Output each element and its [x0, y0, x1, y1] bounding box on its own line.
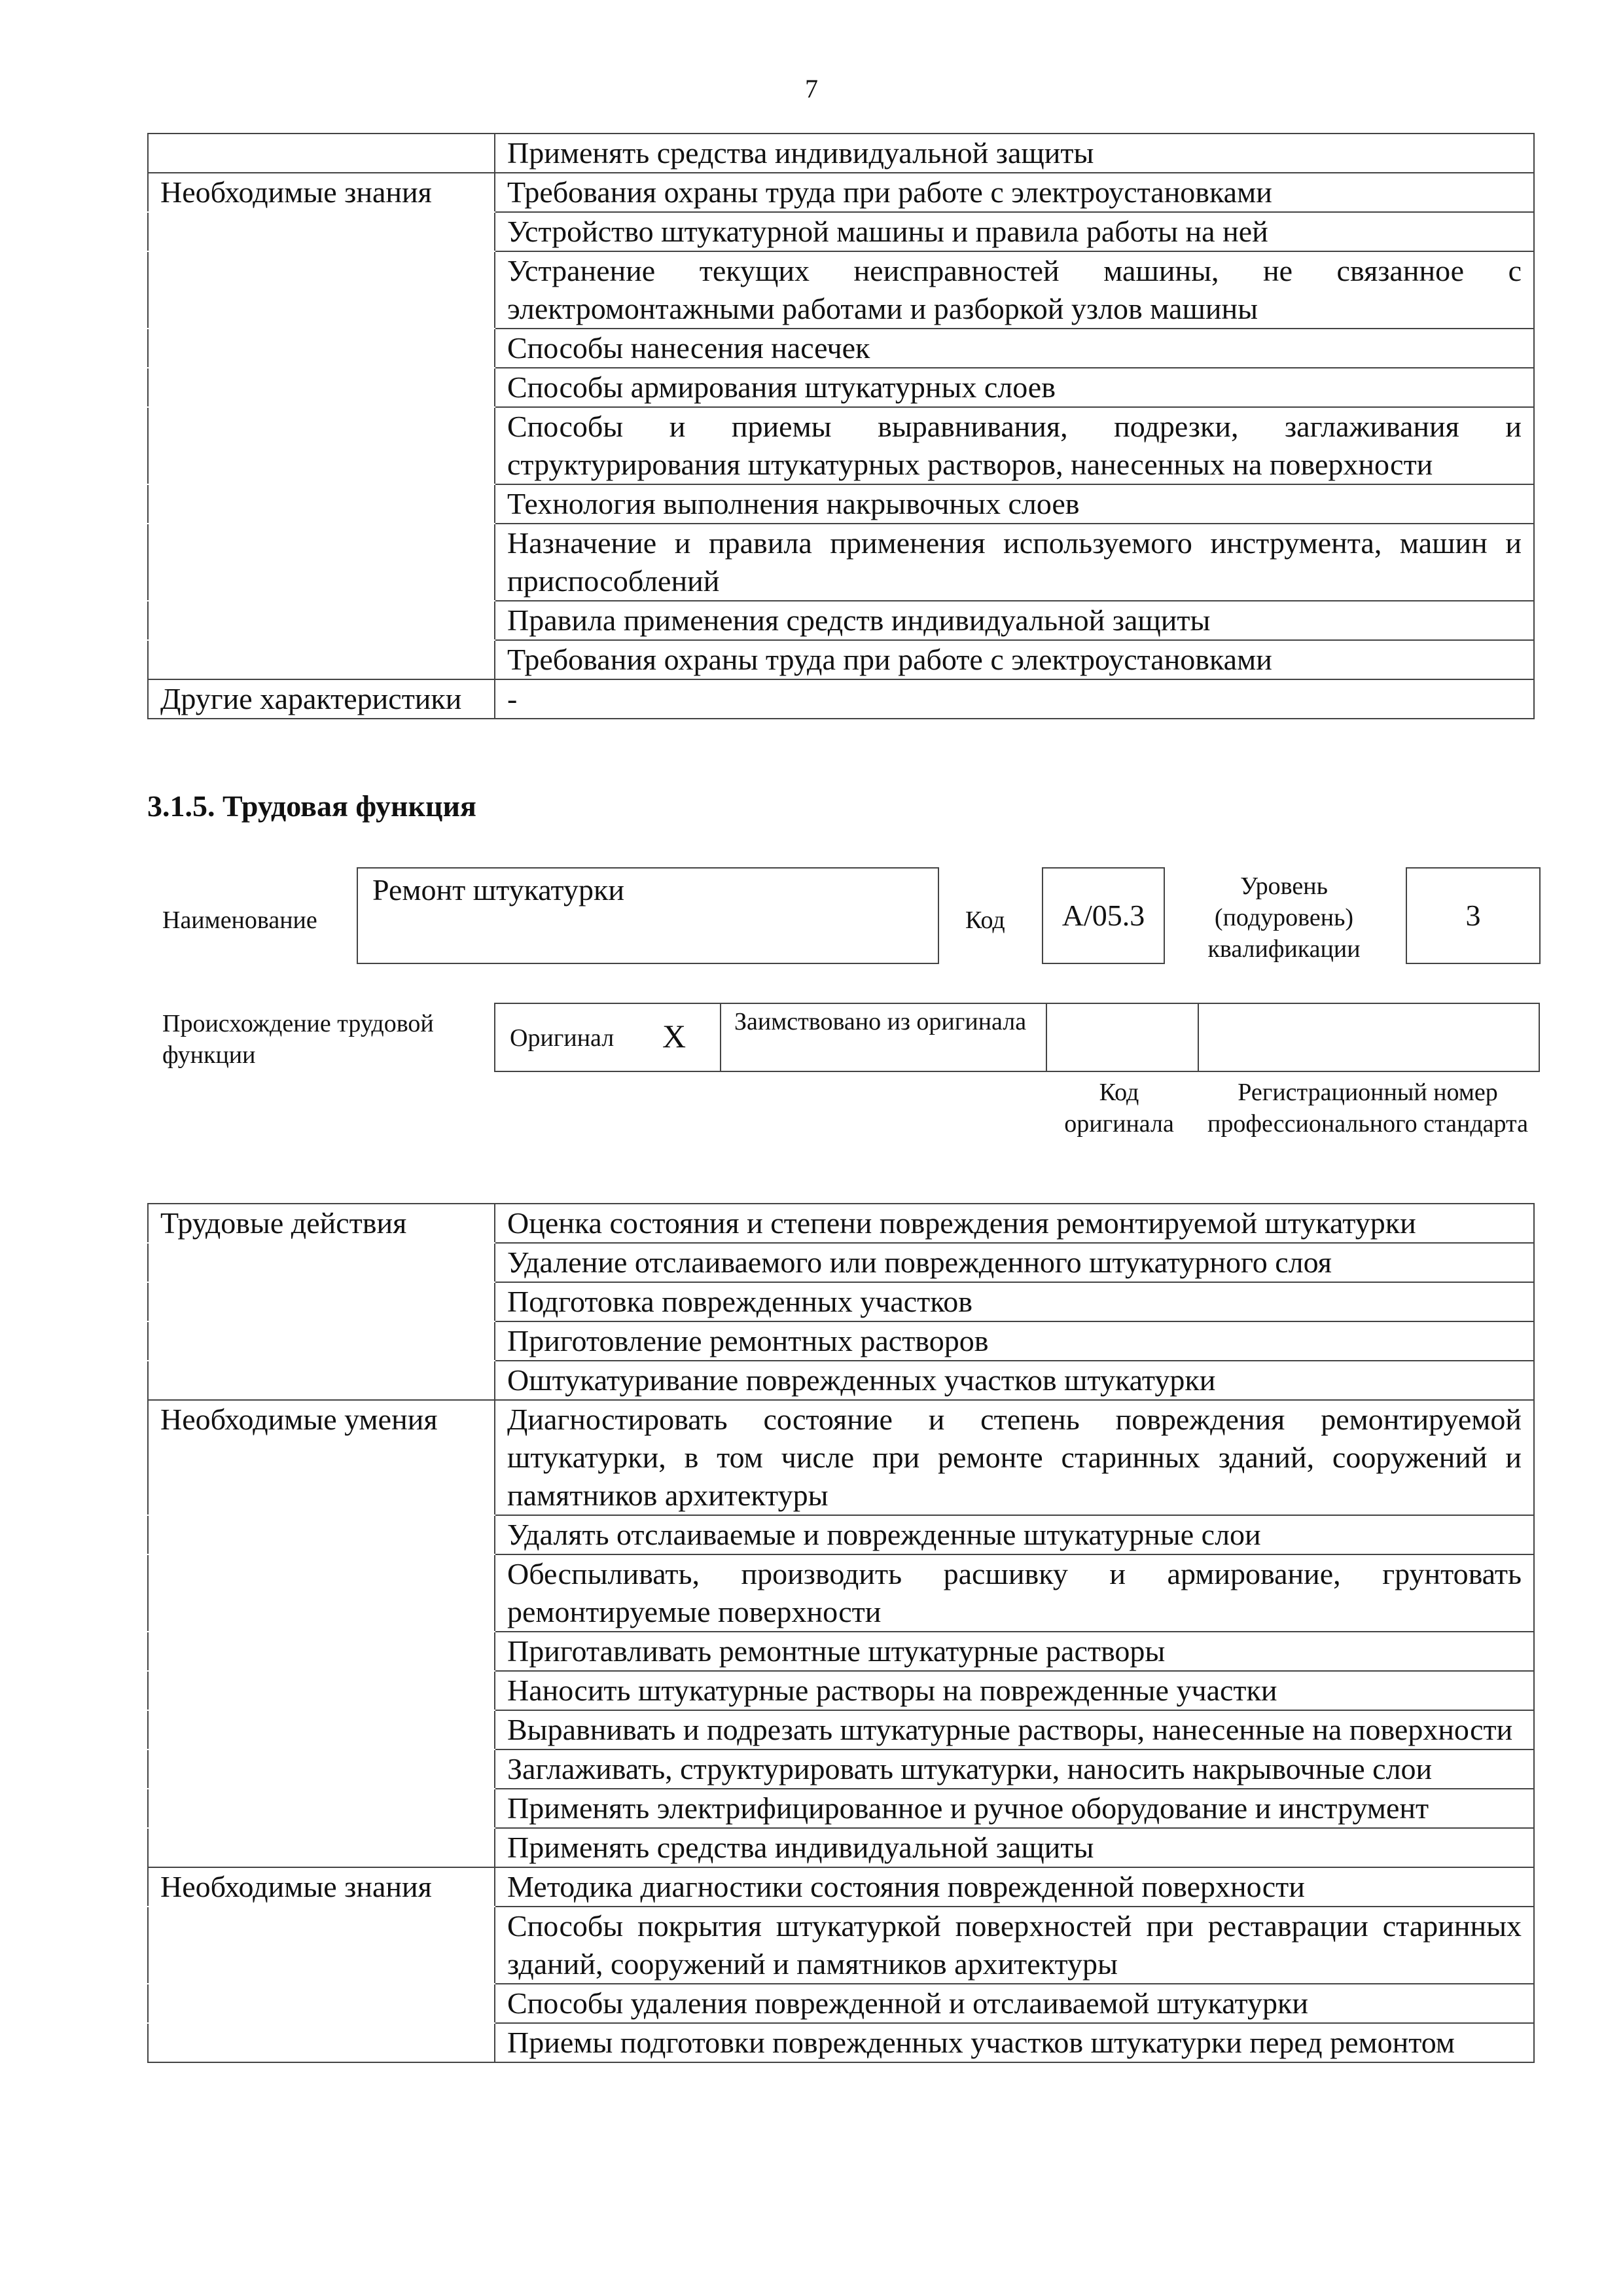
table-row [148, 1789, 1534, 1828]
table-row [148, 251, 1534, 329]
row-item-cell: Оштукатуривание поврежденных участков штукатурки [495, 1361, 1534, 1400]
row-label-cell [148, 1243, 495, 1282]
table-row [148, 1204, 1534, 1243]
table-row [148, 1671, 1534, 1710]
row-label-cell [148, 1710, 495, 1749]
row-item-cell: Устройство штукатурной машины и правила работы на ней [495, 212, 1534, 251]
row-label-cell [148, 524, 495, 601]
row-label-cell [148, 1515, 495, 1554]
section-heading: 3.1.5. Трудовая функция [147, 789, 476, 823]
row-item-cell: Обеспыливать, производить расшивку и армирование, грунтовать ремонтируемые поверхности [495, 1554, 1534, 1632]
row-item-cell: - [495, 679, 1534, 719]
row-label-cell [148, 1749, 495, 1789]
row-item-cell: Правила применения средств индивидуальной защиты [495, 601, 1534, 640]
row-label-cell [148, 368, 495, 407]
row-item-cell: Применять средства индивидуальной защиты [495, 134, 1534, 173]
original-mark: X [662, 1018, 687, 1054]
borrowed-cell [721, 1004, 1047, 1071]
row-item-cell: Удалять отслаиваемые и поврежденные штукатурные слои [495, 1515, 1534, 1554]
table-row [148, 1907, 1534, 1984]
original-label: Оригинал [510, 1024, 615, 1052]
row-item-cell: Наносить штукатурные растворы на поврежденные участки [495, 1671, 1534, 1710]
row-label-cell [148, 1828, 495, 1867]
row-label-cell [148, 1632, 495, 1671]
table-row [148, 134, 1534, 173]
row-item-cell: Диагностировать состояние и степень повреждения ремонтируемой штукатурки, в том числе при ремонте старинных зданий, сооружений и памятников архитектуры [495, 1400, 1534, 1515]
row-label-cell [148, 1361, 495, 1400]
row-item-cell: Способы нанесения насечек [495, 329, 1534, 368]
code-value: А/05.3 [1061, 899, 1145, 932]
row-item-cell: Назначение и правила применения используемого инструмента, машин и приспособлений [495, 524, 1534, 601]
code-box [1042, 867, 1165, 964]
row-label-cell [148, 484, 495, 524]
table-row [148, 1515, 1534, 1554]
name-box [357, 867, 939, 964]
row-label-cell: Трудовые действия [148, 1204, 495, 1243]
table-row [148, 2023, 1534, 2062]
row-item-cell: Выравнивать и подрезать штукатурные растворы, нанесенные на поверхности [495, 1710, 1534, 1749]
row-item-cell: Способы армирования штукатурных слоев [495, 368, 1534, 407]
table-row [148, 329, 1534, 368]
row-item-cell: Способы и приемы выравнивания, подрезки, заглаживания и структурирования штукатурных растворов, нанесенных на поверхности [495, 407, 1534, 484]
row-item-cell: Требования охраны труда при работе с электроустановками [495, 640, 1534, 679]
code-label: Код [965, 906, 1005, 934]
table-row [148, 173, 1534, 212]
name-value: Ремонт штукатурки [372, 873, 624, 906]
row-label-cell [148, 134, 495, 173]
level-label: Уровень (подуровень) квалификации [1207, 872, 1361, 963]
row-label-cell [148, 407, 495, 484]
table-row [148, 1400, 1534, 1515]
row-item-cell: Подготовка поврежденных участков [495, 1282, 1534, 1321]
reg-number-caption: Регистрационный номер профессионального стандарта [1207, 1079, 1528, 1138]
table-row [148, 1828, 1534, 1867]
original-code-caption: Код оригинала [1064, 1079, 1174, 1138]
table-row [148, 1749, 1534, 1789]
row-label-cell [148, 640, 495, 679]
table-row [148, 601, 1534, 640]
table-row [148, 1984, 1534, 2023]
bottom-requirements-table [147, 1203, 1535, 2063]
original-code-cell [1047, 1004, 1199, 1071]
row-item-cell: Применять средства индивидуальной защиты [495, 1828, 1534, 1867]
origin-label: Происхождение трудовой функции [162, 1010, 434, 1069]
row-item-cell: Требования охраны труда при работе с электроустановками [495, 173, 1534, 212]
level-value: 3 [1465, 899, 1481, 932]
row-label-cell [148, 1321, 495, 1361]
row-label-cell [148, 329, 495, 368]
row-item-cell: Оценка состояния и степени повреждения ремонтируемой штукатурки [495, 1204, 1534, 1243]
table-row [148, 640, 1534, 679]
row-item-cell: Заглаживать, структурировать штукатурки, наносить накрывочные слои [495, 1749, 1534, 1789]
borrowed-label: Заимствовано из оригинала [734, 1008, 1027, 1035]
row-item-cell: Приготавливать ремонтные штукатурные растворы [495, 1632, 1534, 1671]
row-item-cell: Удаление отслаиваемого или поврежденного штукатурного слоя [495, 1243, 1534, 1282]
top-requirements-table [147, 133, 1535, 719]
table-row [148, 1710, 1534, 1749]
row-label-cell [148, 1984, 495, 2023]
table-row [148, 1282, 1534, 1321]
row-label-cell: Необходимые знания [148, 1867, 495, 1907]
row-item-cell: Способы удаления поврежденной и отслаиваемой штукатурки [495, 1984, 1534, 2023]
table-row [148, 368, 1534, 407]
table-row [148, 1867, 1534, 1907]
reg-number-cell [1199, 1004, 1539, 1071]
table-row [148, 1321, 1534, 1361]
table-row [148, 1632, 1534, 1671]
row-label-cell [148, 1554, 495, 1632]
origin-row [494, 1003, 1540, 1072]
table-row [148, 1361, 1534, 1400]
row-item-cell: Способы покрытия штукатуркой поверхностей при реставрации старинных зданий, сооружений и памятников архитектуры [495, 1907, 1534, 1984]
row-label-cell: Необходимые умения [148, 1400, 495, 1515]
table-row [148, 1554, 1534, 1632]
row-label-cell [148, 251, 495, 329]
table-row [148, 679, 1534, 719]
row-label-cell [148, 1789, 495, 1828]
level-box [1406, 867, 1541, 964]
row-item-cell: Применять электрифицированное и ручное оборудование и инструмент [495, 1789, 1534, 1828]
name-label: Наименование [162, 906, 317, 934]
table-row [148, 484, 1534, 524]
table-row [148, 524, 1534, 601]
original-cell [495, 1004, 721, 1071]
row-label-cell [148, 1907, 495, 1984]
row-item-cell: Технология выполнения накрывочных слоев [495, 484, 1534, 524]
row-label-cell [148, 1671, 495, 1710]
table-row [148, 1243, 1534, 1282]
page-number: 7 [805, 74, 818, 103]
row-item-cell: Приготовление ремонтных растворов [495, 1321, 1534, 1361]
table-row [148, 212, 1534, 251]
row-label-cell [148, 601, 495, 640]
row-item-cell: Методика диагностики состояния поврежденной поверхности [495, 1867, 1534, 1907]
row-label-cell: Другие характеристики [148, 679, 495, 719]
row-label-cell: Необходимые знания [148, 173, 495, 212]
table-row [148, 407, 1534, 484]
row-label-cell [148, 212, 495, 251]
row-item-cell: Устранение текущих неисправностей машины, не связанное с электромонтажными работами и разборкой узлов машины [495, 251, 1534, 329]
row-item-cell: Приемы подготовки поврежденных участков штукатурки перед ремонтом [495, 2023, 1534, 2062]
row-label-cell [148, 1282, 495, 1321]
row-label-cell [148, 2023, 495, 2062]
